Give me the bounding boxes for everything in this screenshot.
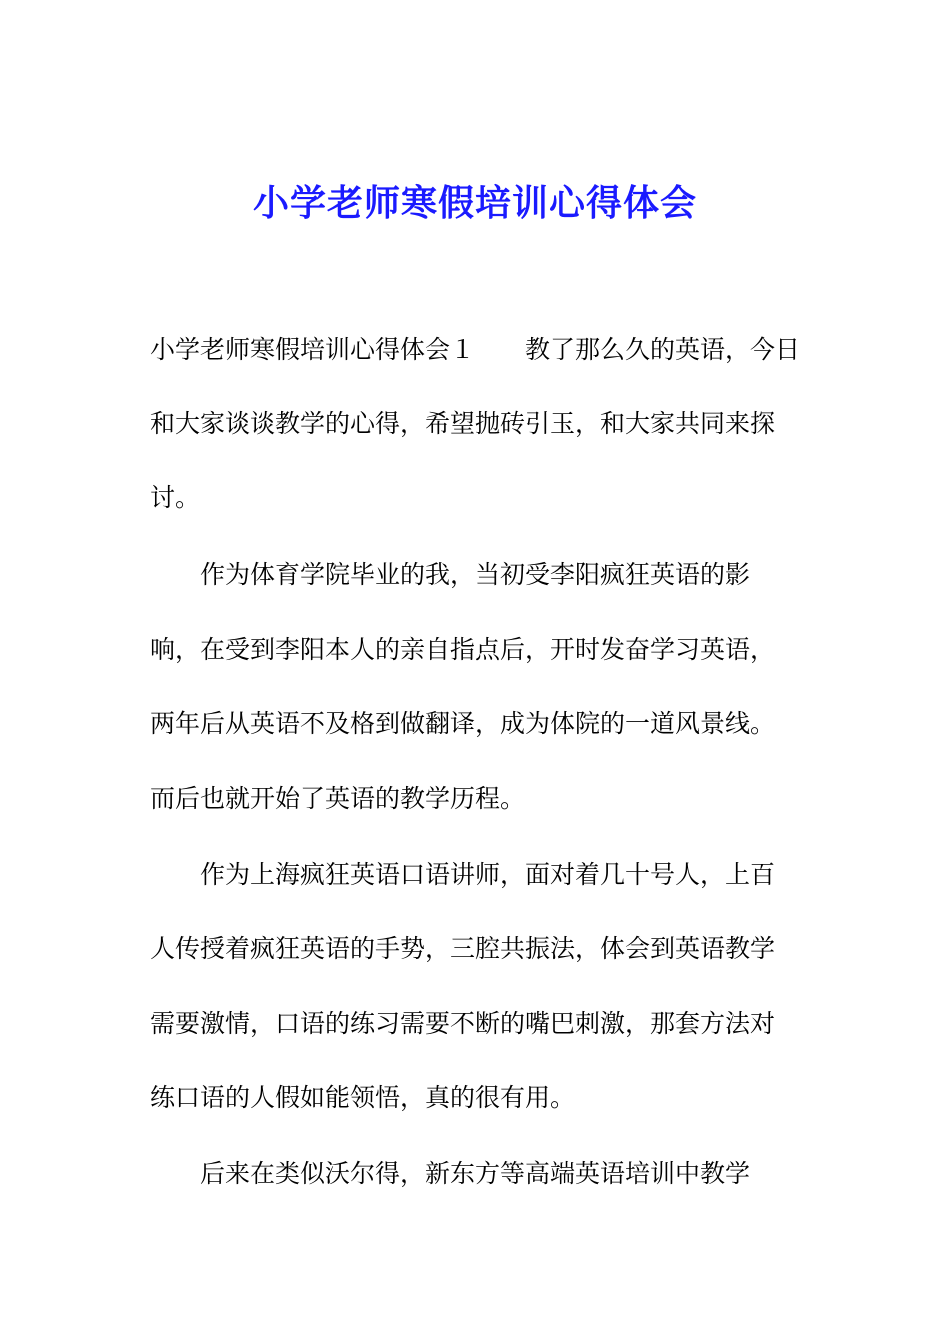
body-line: 讨。 — [150, 483, 201, 512]
document-title: 小学老师寒假培训心得体会 — [252, 182, 697, 224]
body-line: 作为体育学院毕业的我，当初受李阳疯狂英语的影 — [150, 560, 751, 589]
body-line: 需要激情，口语的练习需要不断的嘴巴刺激，那套方法对 — [150, 1009, 776, 1038]
body-line: 人传授着疯狂英语的手势，三腔共振法，体会到英语教学 — [150, 934, 776, 963]
body-line: 响，在受到李阳本人的亲自指点后，开时发奋学习英语， — [150, 635, 776, 664]
body-line: 作为上海疯狂英语口语讲师，面对着几十号人，上百 — [150, 860, 776, 889]
body-line: 练口语的人假如能领悟，真的很有用。 — [150, 1083, 576, 1112]
body-line: 两年后从英语不及格到做翻译，成为体院的一道风景线。 — [150, 709, 776, 738]
body-line: 而后也就开始了英语的教学历程。 — [150, 784, 526, 813]
body-line: 后来在类似沃尔得，新东方等高端英语培训中教学 — [150, 1159, 751, 1188]
body-line: 小学老师寒假培训心得体会１ 教了那么久的英语，今日 — [150, 335, 801, 364]
body-line: 和大家谈谈教学的心得，希望抛砖引玉，和大家共同来探 — [150, 409, 776, 438]
